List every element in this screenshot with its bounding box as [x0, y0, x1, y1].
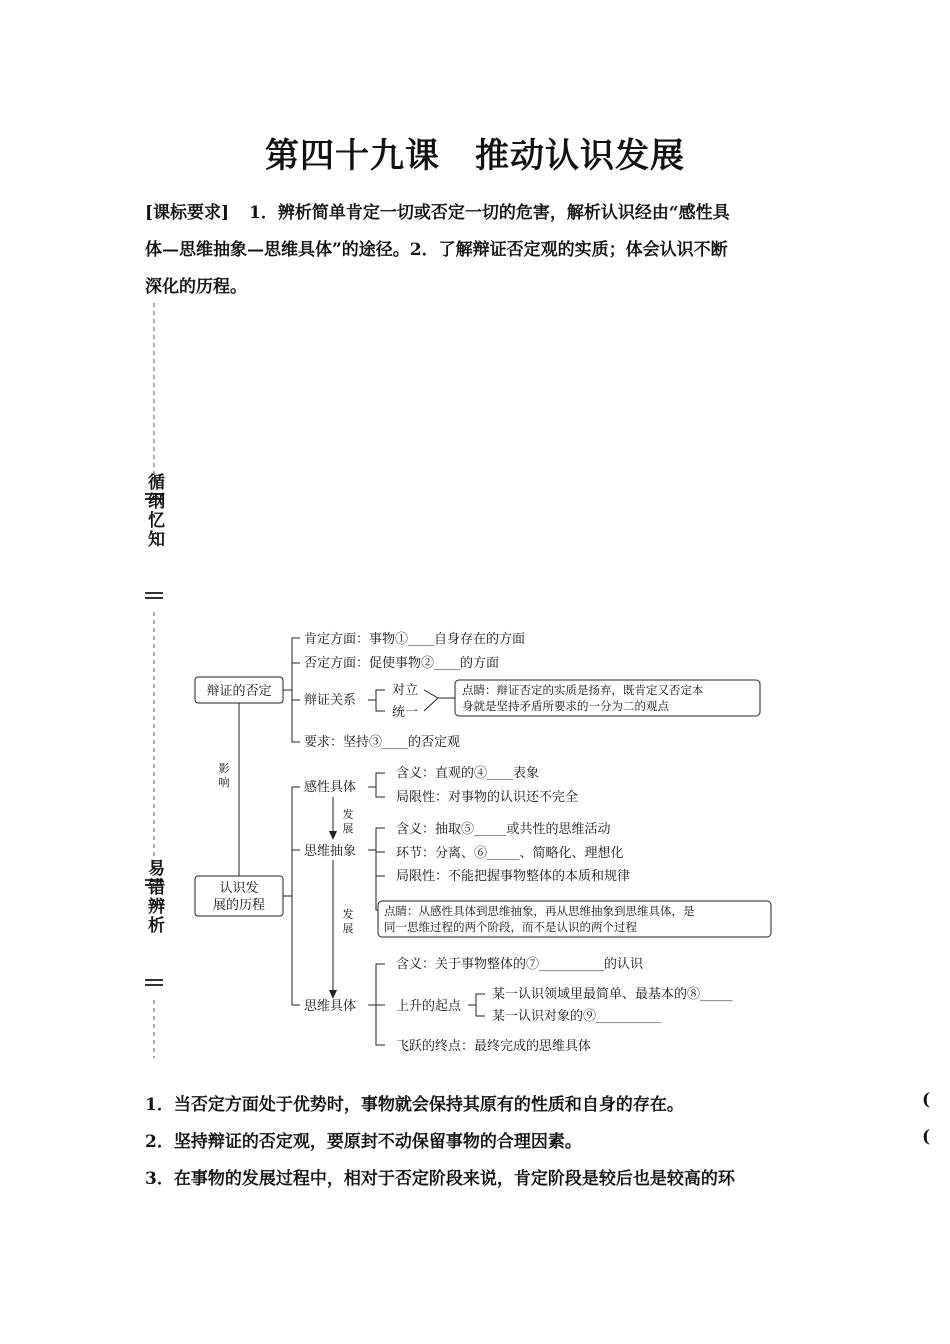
node-dialectical-relation: 辩证关系	[304, 693, 357, 708]
node-affirm-aspect: 肯定方面：事物①____自身存在的方面	[304, 632, 526, 647]
node-thinking-abstract: 思维抽象	[304, 844, 357, 859]
node-start-1: 某一认识领域里最简单、最基本的⑧_____	[492, 987, 733, 1002]
label-influence-1: 影	[218, 762, 230, 775]
question-3: 3．在事物的发展过程中，相对于否定阶段来说，肯定阶段是较后也是较高的环	[145, 1169, 735, 1189]
node-opposition: 对立	[392, 683, 419, 698]
requirements-label: [课标要求]	[145, 203, 230, 223]
node-cognition-process-1: 认识发	[219, 881, 259, 896]
node-pc-meaning: 含义：直观的④____表象	[396, 766, 540, 781]
question-1: 1．当否定方面处于优势时，事物就会保持其原有的性质和自身的存在。	[145, 1095, 684, 1115]
page-title: 第四十九课 推动认识发展	[265, 136, 685, 176]
node-rising-start: 上升的起点	[396, 999, 462, 1014]
node-tc-meaning: 含义：关于事物整体的⑦__________的认识	[396, 957, 644, 972]
requirements-line-2: 体—思维抽象—思维具体”的途径。2．了解辩证否定观的实质；体会认识不断	[145, 240, 728, 260]
node-cognition-process-2: 展的历程	[212, 898, 266, 913]
label-develop-1a: 发	[342, 808, 354, 821]
node-ta-meaning: 含义：抽取⑤_____或共性的思维活动	[396, 822, 611, 837]
label-influence-2: 响	[218, 776, 230, 789]
node-start-2: 某一认识对象的⑨__________	[492, 1009, 662, 1024]
requirements-line-3: 深化的历程。	[145, 277, 247, 297]
node-leap-end: 飞跃的终点：最终完成的思维具体	[396, 1039, 592, 1054]
note2-line-2: 同一思维过程的两个阶段，而不是认识的两个过程	[384, 920, 637, 934]
node-dialectical-negation: 辩证的否定	[206, 684, 272, 699]
note1-line-1: 点睛：辩证否定的实质是扬弃，既肯定又否定本	[462, 683, 704, 697]
node-requirement: 要求：坚持③____的否定观	[304, 735, 461, 750]
label-develop-2a: 发	[342, 908, 354, 921]
side-label-review	[144, 472, 165, 598]
label-develop-2b: 展	[342, 922, 354, 935]
side-label-errors	[144, 859, 166, 985]
question-2: 2．坚持辩证的否定观，要原封不动保留事物的合理因素。	[145, 1132, 582, 1152]
note2-line-1: 点睛：从感性具体到思维抽象，再从思维抽象到思维具体，是	[384, 904, 695, 918]
node-unity: 统一	[392, 705, 419, 720]
node-ta-limit: 局限性：不能把握事物整体的本质和规律	[396, 869, 631, 884]
side-label-errors-text: 易错辨析	[144, 859, 164, 935]
node-ta-steps: 环节：分离、⑥_____、简略化、理想化	[396, 846, 624, 861]
note1-line-2: 身就是坚持矛盾所要求的一分为二的观点	[462, 699, 669, 713]
label-develop-1b: 展	[342, 822, 354, 835]
node-negate-aspect: 否定方面：促使事物②____的方面	[304, 656, 500, 671]
node-pc-limit: 局限性：对事物的认识还不完全	[396, 790, 579, 805]
node-thinking-concrete: 思维具体	[304, 999, 357, 1014]
requirements-text-1: 1．辨析简单肯定一切或否定一切的危害，解析认识经由“感性具	[249, 203, 730, 223]
answer-paren-1[interactable]: (	[922, 1090, 931, 1110]
node-perceptual-concrete: 感性具体	[304, 780, 357, 795]
answer-paren-2[interactable]: (	[922, 1127, 931, 1147]
side-label-review-text: 循纲忆知	[144, 473, 164, 549]
